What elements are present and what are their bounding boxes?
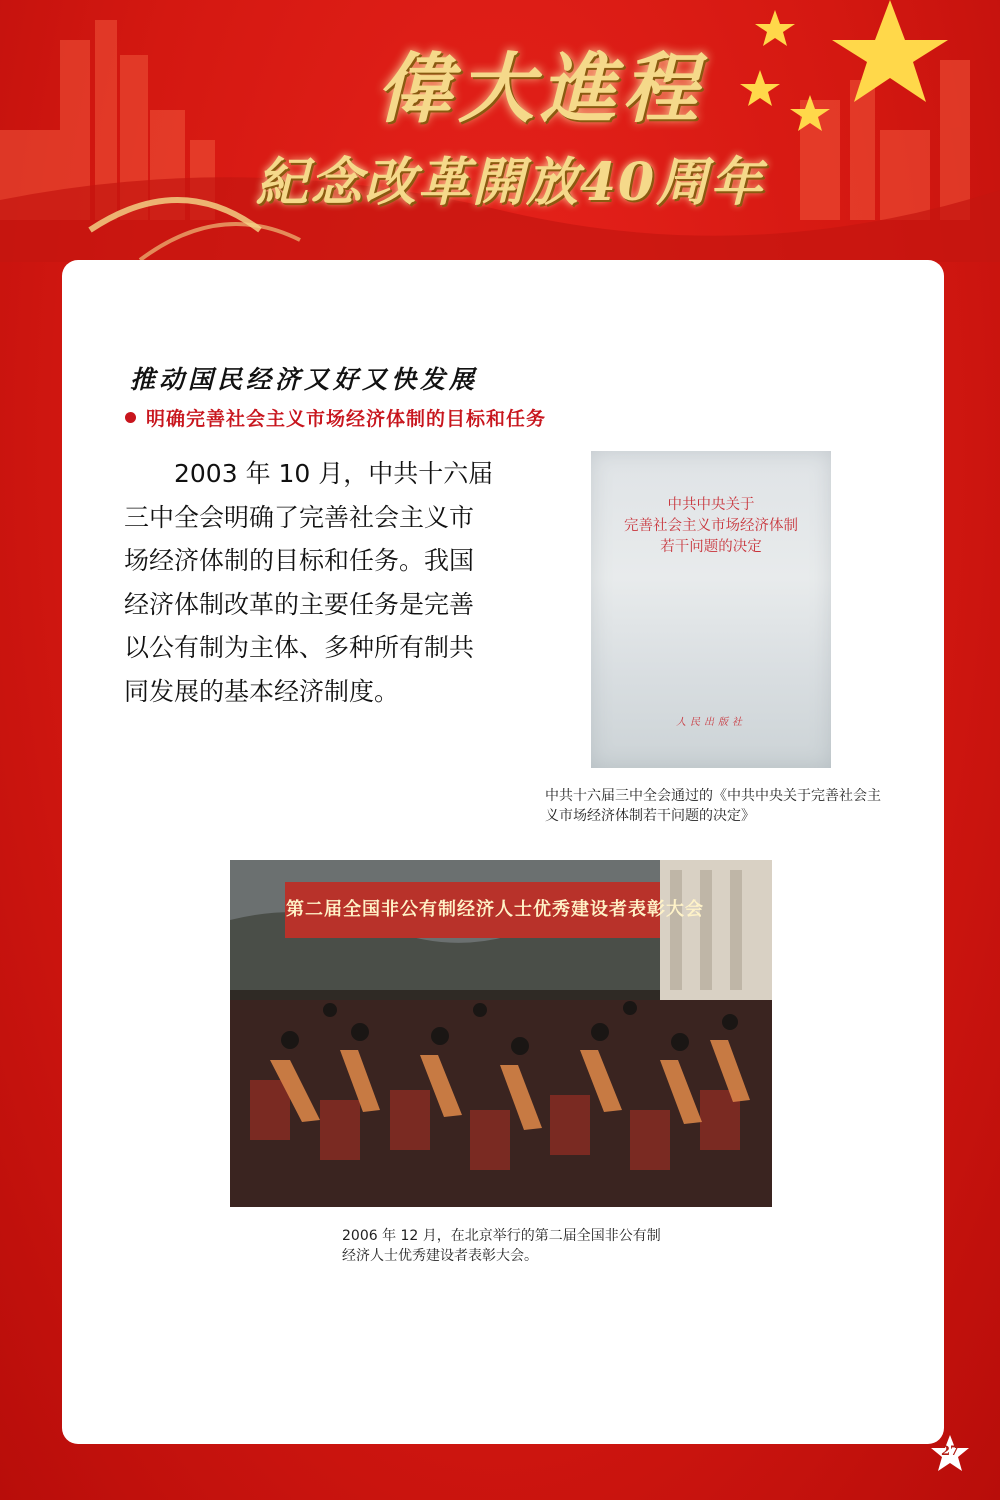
conference-photo: [230, 860, 772, 1207]
book-title-line: 中共中央关于: [667, 497, 755, 513]
book-publisher: 人民出版社: [676, 717, 746, 728]
header-banner: [0, 0, 1000, 262]
book-cover-photo: [591, 451, 831, 768]
book-cover-title: [591, 495, 831, 558]
figure1-caption: 中共十六届三中全会通过的《中共中央关于完善社会主义市场经济体制若干问题的决定》: [545, 788, 881, 824]
figure2-caption: 2006 年 12 月，在北京举行的第二届全国非公有制经济人士优秀建设者表彰大会。: [342, 1228, 661, 1264]
bullet-dot-icon: [125, 412, 136, 423]
section-subheading: [125, 404, 546, 431]
body-paragraph: 2003 年 10 月，中共十六届三中全会明确了完善社会主义市场经济体制的目标和任务。我国经济体制改革的主要任务是完善以公有制为主体、多种所有制共同发展的基本经济制度。: [124, 459, 494, 706]
header-title: 偉大進程: [376, 44, 704, 133]
header-subtitle: 紀念改革開放40周年: [255, 152, 765, 213]
book-title-line: 若干问题的决定: [660, 539, 762, 555]
content-card: [62, 260, 944, 1444]
page-number: 27: [940, 1444, 960, 1459]
subheading-text: 明确完善社会主义市场经济体制的目标和任务: [146, 408, 547, 430]
book-title-line: 完善社会主义市场经济体制: [624, 518, 798, 534]
section-title: 推动国民经济又好又快发展: [130, 365, 479, 394]
banner-text: 第二届全国非公有制经济人士优秀建设者表彰大会: [286, 899, 704, 920]
